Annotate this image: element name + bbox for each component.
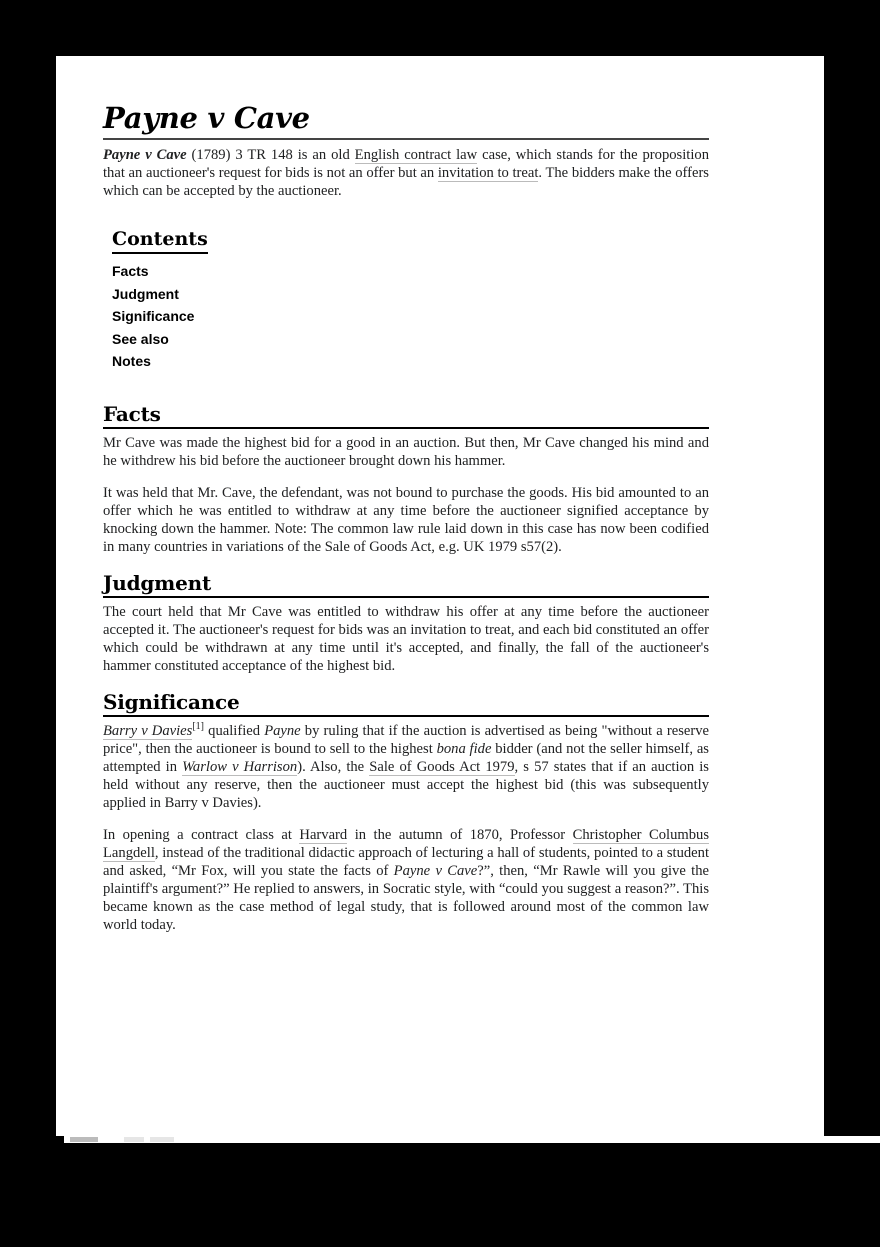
link-harvard[interactable]: Harvard (299, 826, 348, 843)
link-warlow-v-harrison[interactable]: Warlow v Harrison (182, 758, 298, 775)
toc-item-significance[interactable]: Significance (112, 308, 195, 324)
section-significance (103, 689, 709, 934)
toc-item-see-also[interactable]: See also (112, 330, 169, 347)
facts-paragraph-1: Mr Cave was made the highest bid for a good in an auction. But then, Mr Cave changed his mind and he withdrew his bid before the auctioneer brought down his hammer. (103, 434, 709, 469)
link-invitation-to-treat[interactable]: invitation to treat (437, 165, 539, 181)
section-judgment (103, 570, 709, 675)
section-heading-judgment: Judgment (103, 570, 709, 598)
page-strip-mark (124, 1137, 144, 1142)
reference-1[interactable]: [1] (192, 720, 205, 732)
section-heading-significance: Significance (103, 689, 709, 717)
link-barry-v-davies[interactable]: Barry v Davies (103, 722, 193, 739)
page-strip-mark (70, 1137, 98, 1142)
link-christopher-columbus-langdell[interactable]: Christopher Columbus Langdell (103, 826, 710, 861)
section-facts (103, 401, 709, 556)
document-page (56, 56, 824, 1136)
toc-list (112, 260, 709, 373)
article-content (103, 100, 709, 934)
page-title: Payne v Cave (103, 100, 709, 140)
link-sale-of-goods-act-1979[interactable]: Sale of Goods Act 1979 (369, 758, 515, 775)
toc-item-facts[interactable]: Facts (112, 263, 149, 279)
link-english-contract-law[interactable]: English contract law (354, 147, 478, 163)
page-bottom-strip (64, 1136, 880, 1143)
toc-item-notes[interactable]: Notes (112, 353, 151, 369)
toc-item-judgment[interactable]: Judgment (112, 285, 179, 302)
significance-paragraph-1: Barry v Davies[1] qualified Payne by ruling that if the auction is advertised as being "without a reserve price", then the auctioneer is bound to sell to the highest bona fide bidder (and not the seller himself, as attempted in Warlow v Harrison). Also, the Sale of Goods Act 1979, s 57 states that if an auction is held without any reserve, then the auctioneer must accept the highest bid (this was subsequently applied in Barry v Davies). (103, 720, 710, 811)
facts-paragraph-2: It was held that Mr. Cave, the defendant, was not bound to purchase the goods. His bid amounted to an offer which he was entitled to withdraw at any time before the auctioneer signified acceptance by knocking down the hammer. Note: The common law rule laid down in this case has now been codified in many countries in variations of the Sale of Goods Act, e.g. UK 1979 s57(2). (103, 484, 709, 555)
lead-paragraph: Payne v Cave (1789) 3 TR 148 is an old English contract law case, which stands for the proposition that an auctioneer's request for bids is not an offer but an invitation to treat. The bidders make the offers which can be accepted by the auctioneer. (103, 147, 709, 199)
table-of-contents (112, 226, 709, 373)
page-strip-mark (150, 1137, 174, 1142)
significance-paragraph-2: In opening a contract class at Harvard in the autumn of 1870, Professor Christopher Columbus Langdell, instead of the traditional didactic approach of lecturing a hall of students, pointed to a student and asked, “Mr Fox, will you state the facts of Payne v Cave?”, then, “Mr Rawle will you give the plaintiff's argument?” He replied to answers, in Socratic style, with “could you suggest a reason?”. This became known as the case method of legal study, that is followed around most of the common law world today. (103, 826, 710, 933)
section-heading-facts: Facts (103, 401, 709, 429)
toc-title: Contents (112, 226, 208, 254)
case-name: Payne v Cave (103, 147, 187, 163)
judgment-paragraph-1: The court held that Mr Cave was entitled to withdraw his offer at any time before the auctioneer accepted it. The auctioneer's request for bids was an invitation to treat, and each bid constituted an offer which could be withdrawn at any time until it's accepted, and finally, the fall of the auctioneer's hammer constituted acceptance of the highest bid. (103, 603, 709, 674)
